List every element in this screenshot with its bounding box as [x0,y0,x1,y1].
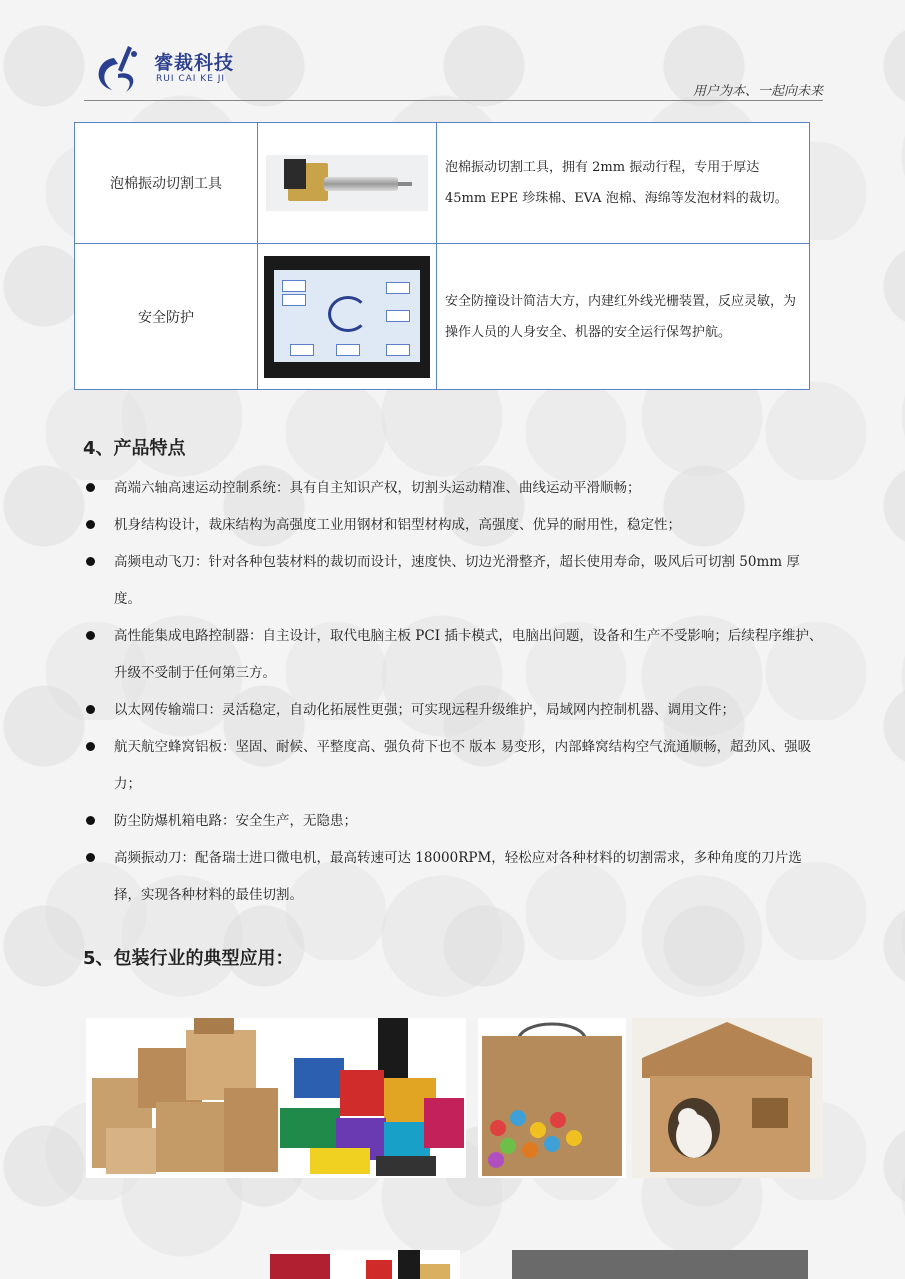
brand-name-en: RUI CAI KE JI [156,74,226,84]
spec-table [74,122,810,390]
screen-button-shape [282,294,306,306]
screen-button-shape [290,344,314,356]
table-row [75,244,810,390]
cardboard-boxes-image [86,1018,280,1178]
header-divider [84,100,823,101]
list-item: 机身结构设计，裁床结构为高强度工业用钢材和铝型材构成，高强度、优异的耐用性，稳定性； [84,507,824,544]
tool-tip-shape [398,182,412,186]
section-4-title: 4、产品特点 [83,438,186,459]
screen-display [274,270,420,362]
list-item: 高频电动飞刀：针对各种包装材料的裁切而设计，速度快、切边光滑整齐，超长使用寿命，吸风后可切割 50mm 厚度。 [84,544,824,618]
control-screen-image [264,256,430,378]
printed-packaging-image [280,1018,466,1178]
screen-button-shape [282,280,306,292]
tool-body-shape [324,177,398,191]
section-5-title: 5、包装行业的典型应用： [83,948,294,969]
spec-description: 安全防撞设计简洁大方，内建红外线光栅装置，反应灵敏，为操作人员的人身安全、机器的安全运行保驾护航。 [437,244,810,390]
slogan: 用户为本、一起向未来 [692,84,823,99]
gift-bag-image [478,1018,626,1178]
screen-button-shape [386,310,410,322]
list-item: 以太网传输端口：灵活稳定，自动化拓展性更强；可实现远程升级维护，局域网内控制机器、调用文件； [84,692,824,729]
spec-name: 安全防护 [75,244,258,390]
spec-description: 泡棉振动切割工具，拥有 2mm 振动行程，专用于厚达 45mm EPE 珍珠棉、EVA 泡棉、海绵等发泡材料的裁切。 [437,123,810,244]
brand-logo [88,40,248,100]
control-screen-image-cell [258,244,437,390]
table-row [75,123,810,244]
feature-list [84,470,824,914]
screen-logo-icon [328,296,368,332]
cropped-machine-image [512,1250,808,1279]
brand-name-cn: 睿裁科技 [154,52,235,74]
screen-button-shape [386,344,410,356]
list-item: 高频振动刀：配备瑞士进口微电机，最高转速可达 18000RPM，轻松应对各种材料的切割需求，多种角度的刀片选择，实现各种材料的最佳切割。 [84,840,824,914]
list-item: 高性能集成电路控制器：自主设计，取代电脑主板 PCI 插卡模式，电脑出问题，设备和生产不受影响；后续程序维护、升级不受制于任何第三方。 [84,618,824,692]
foam-tool-image [266,155,428,211]
logo-mark-icon [88,40,150,100]
spec-name: 泡棉振动切割工具 [75,123,258,244]
screen-button-shape [336,344,360,356]
foam-tool-image-cell [258,123,437,244]
list-item: 防尘防爆机箱电路：安全生产，无隐患； [84,803,824,840]
cardboard-cat-house-image [632,1018,823,1178]
tool-box-shape [284,159,306,189]
cropped-packaging-image [270,1250,460,1279]
list-item: 航天航空蜂窝铝板：坚固、耐候、平整度高、强负荷下也不 版本 易变形，内部蜂窝结构空气流通顺畅，超劲风、强吸力； [84,729,824,803]
screen-button-shape [386,282,410,294]
list-item: 高端六轴高速运动控制系统：具有自主知识产权，切割头运动精准、曲线运动平滑顺畅； [84,470,824,507]
